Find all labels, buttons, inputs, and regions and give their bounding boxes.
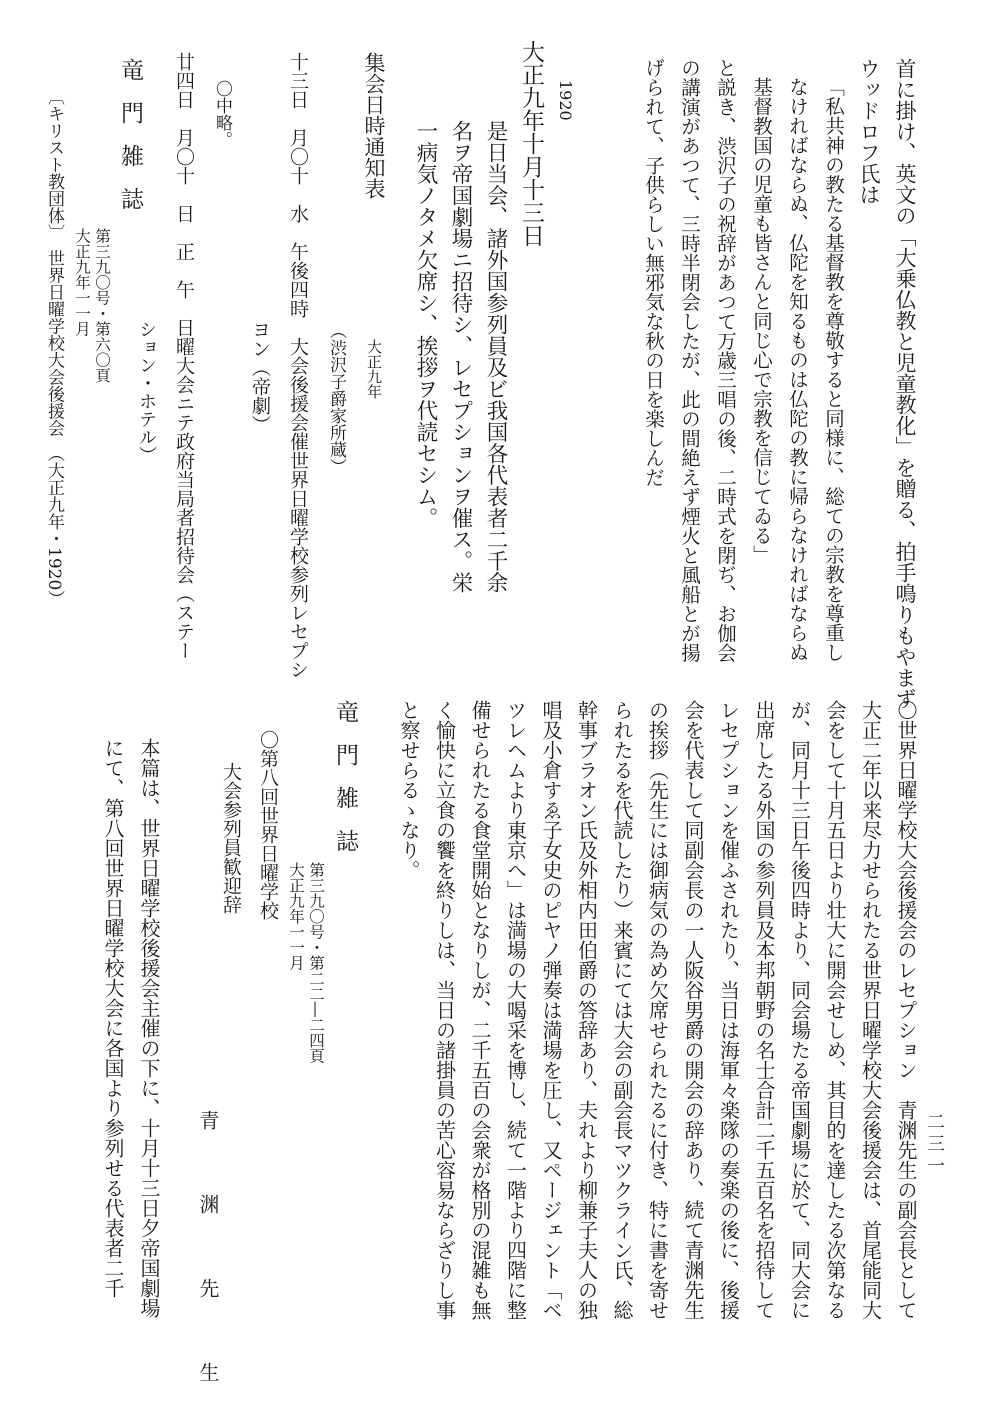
text-line: 唱及小倉すゑ子女史のピヤノ弾奏は満場を圧し、又ページェント「ベ (539, 700, 563, 1320)
text-line: 備せられたる食堂開始となりしが、二千五百の会衆が格別の混雑も無 (468, 700, 492, 1320)
notice-row: 廿四日 月〇十 日 正 午 日曜大会ニテ政府当局者招待会（ステー (173, 52, 195, 660)
text-line: 会を代表して同副会長の一人阪谷男爵の開会の辞あり、続て青渊先生 (681, 700, 705, 1320)
quote-line: 基督教国の児童も皆さんと同じ心で宗教を信じてゐる」 (750, 77, 773, 565)
entry-line: 是日当会、諸外国参列員及ビ我国各代表者二千余 (483, 120, 508, 593)
quote-line: 「私共神の教たる基督教を尊敬すると同様に、総ての宗教を尊重し (822, 77, 845, 662)
notice-title: 集会日時通知表大正九年 (355, 52, 393, 672)
journal-issue: 第三九〇号・第二二―二四頁 (307, 862, 325, 1064)
upper-narrative (635, 58, 923, 709)
journal-title: 竜門雑誌 (332, 700, 358, 872)
text-line: が、同月十三日午後四時より、同会場たる帝国劇場に於て、同大会に (787, 700, 812, 1320)
speech-subtitle: 大会参列員歓迎辞 (220, 762, 242, 914)
text-line: られたるを代読したり）来賓にては大会の副会長マツクライン氏、総 (610, 700, 634, 1320)
lower-body (95, 738, 167, 1378)
citation-upper (36, 58, 148, 698)
text-line: 〇世界日曜学校大会後援会のレセプション 青渊先生の副会長として (894, 700, 918, 1320)
lower-narrative (391, 700, 924, 1340)
citation-lower (212, 700, 363, 1340)
speech-author: 青 渊 先 生 (196, 1110, 220, 1404)
journal-date: 大正九年一一月 (287, 862, 305, 971)
journal-title: 竜門雑誌 (117, 58, 143, 230)
text-line: 幹事ブラオン氏及外相内田伯爵の答辞あり、夫れより柳兼子夫人の独 (574, 700, 599, 1320)
category-heading: 〔キリスト教団体〕 世界日曜学校大会後援会 （大正九年・1920） (44, 88, 64, 608)
text-line: にて、第八回世界日曜学校大会に各国より参列せる代表者二千 (101, 738, 125, 1298)
quote-line: なければならぬ、仏陀を知るものは仏陀の教に帰らなければならぬ (786, 77, 809, 662)
notice-title-year: 大正九年 (365, 339, 383, 399)
entry-date: 大正九年十月十三日 (518, 40, 544, 247)
notice-ellipsis: 〇中略。 (212, 80, 232, 148)
notice-source: （渋沢子爵家所蔵） (326, 322, 346, 475)
notice-row-cont: ヨン（帝劇） (249, 320, 271, 434)
entry-line: 名ヲ帝国劇場ニ招待シ、レセプションヲ催ス。栄 (448, 120, 473, 593)
page-number: 二三一 (924, 1112, 945, 1178)
text-line: く愉快に立食の饗を終りしは、当日の諸掛員の苦心容易ならざりし事 (432, 700, 457, 1320)
journal-issue: 第三九〇号・第六〇頁 (93, 228, 111, 383)
text-line: と察せらるゝなり。 (397, 700, 421, 880)
notice-row-cont: ション・ホテル） (136, 320, 157, 464)
journal-date: 大正九年一一月 (73, 228, 91, 337)
text-line: レセプションを催ふされたり、当日は海軍々楽隊の奏楽の後に、後援 (716, 700, 741, 1320)
text-line: 首に掛け、英文の「大乗仏教と児童教化」を贈る、拍手鳴りもやまず (893, 58, 917, 709)
text-line: げられて、子供らしい無邪気な秋の日を楽しんだ (642, 58, 665, 487)
entry-line: 一病気ノタメ欠席シ、挨拶ヲ代読セシム。 (413, 120, 438, 529)
meeting-notice (127, 52, 393, 679)
text-line: 大正二年以来尽力せられたる世界日曜学校大会後援会は、首尾能同大 (858, 700, 883, 1320)
text-line: と説き、渋沢子の祝辞があつて万歳三唱の後、二時式を閉ぢ、お伽会 (714, 58, 737, 663)
text-line: の講演があつて、三時半閉会したが、此の間絶えず煙火と風船とが揚 (678, 58, 701, 663)
notice-row: 十三日 月〇十 水 午後四時 大会後援会催世界日曜学校参列レセプシ (287, 52, 309, 679)
text-line: 会をして十月五日より壮大に開会せしめ、其目的を達したる次第なる (823, 700, 847, 1320)
text-line: ツレヘムより東京へ」は満場の大喝采を博し、続て一階より四階に整 (503, 700, 528, 1320)
text-line: 本篇は、世界日曜学校後援会主催の下に、十月十三日夕帝国劇場 (137, 738, 161, 1318)
entry-year: 1920 (556, 80, 575, 121)
text-line: の挨拶（先生には御病気の為め欠席せられたるに付き、特に書を寄せ (645, 700, 670, 1320)
text-line: ウッドロフ氏は (857, 58, 881, 205)
text-line: 出席したる外国の参列員及本邦朝野の名士合計二千五百名を招待して (752, 700, 776, 1320)
dated-entry (408, 40, 583, 700)
speech-title: 〇第八回世界日曜学校 (257, 730, 279, 920)
